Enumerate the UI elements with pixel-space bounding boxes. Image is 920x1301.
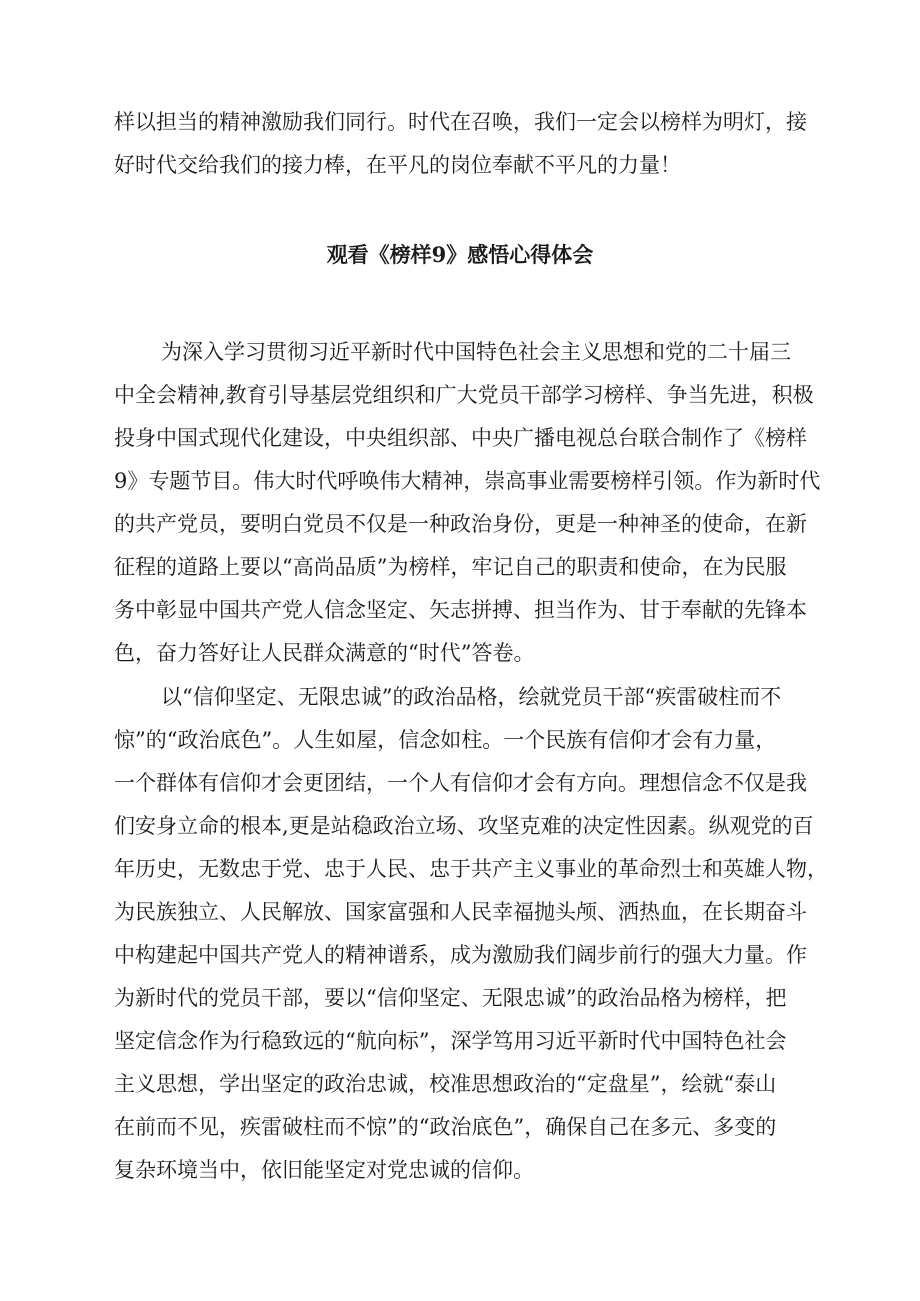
paragraph-line: 为新时代的党员干部，要以“信仰坚定、无限忠诚”的政治品格为榜样，把: [114, 986, 787, 1010]
paragraph-line: 们安身立命的根本,更是站稳政治立场、攻坚克难的决定性因素。纵观党的百: [114, 814, 814, 838]
paragraph-line: 的共产党员，要明白党员不仅是一种政治身份，更是一种神圣的使命，在新: [114, 512, 807, 536]
paragraph-line: 9》专题节目。伟大时代呼唤伟大精神，崇高事业需要榜样引领。作为新时代: [114, 469, 821, 493]
paragraph-line: 坚定信念作为行稳致远的“航向标”，深学笃用习近平新时代中国特色社会: [114, 1029, 787, 1053]
intro-line: 样以担当的精神激励我们同行。时代在召唤，我们一定会以榜样为明灯，接: [114, 110, 807, 134]
paragraph-line: 复杂环境当中，依旧能坚定对党忠诚的信仰。: [114, 1158, 534, 1182]
paragraph-line: 在前而不见，疾雷破柱而不惊”的“政治底色”，确保自己在多元、多变的: [114, 1115, 777, 1139]
paragraph-line: 一个群体有信仰才会更团结，一个人有信仰才会有方向。理想信念不仅是我: [114, 771, 807, 795]
paragraph-line: 色，奋力答好让人民群众满意的“时代”答卷。: [114, 641, 535, 665]
document-title: 观看《榜样9》感悟心得体会: [326, 242, 594, 267]
paragraph-line: 投身中国式现代化建设，中央组织部、中央广播电视总台联合制作了《榜样: [114, 426, 807, 450]
paragraph-line: 年历史，无数忠于党、忠于人民、忠于共产主义事业的革命烈士和英雄人物，: [114, 857, 828, 881]
paragraph-line: 以“信仰坚定、无限忠诚”的政治品格，绘就党员干部“疾雷破柱而不: [161, 685, 782, 709]
paragraph-line: 惊”的“政治底色”。人生如屋，信念如柱。一个民族有信仰才会有力量，: [114, 728, 777, 752]
paragraph-line: 为民族独立、人民解放、国家富强和人民幸福抛头颅、洒热血，在长期奋斗: [114, 900, 807, 924]
paragraph-line: 中全会精神,教育引导基层党组织和广大党员干部学习榜样、争当先进，积极: [114, 383, 814, 407]
intro-line: 好时代交给我们的接力棒，在平凡的岗位奉献不平凡的力量！: [114, 153, 681, 177]
paragraph-line: 中构建起中国共产党人的精神谱系，成为激励我们阔步前行的强大力量。作: [114, 943, 807, 967]
paragraph-line: 主义思想，学出坚定的政治忠诚，校准思想政治的“定盘星”，绘就“泰山: [114, 1072, 777, 1096]
paragraph-line: 务中彰显中国共产党人信念坚定、矢志拼搏、担当作为、甘于奉献的先锋本: [114, 598, 807, 622]
paragraph-line: 为深入学习贯彻习近平新时代中国特色社会主义思想和党的二十届三: [161, 340, 791, 364]
paragraph-line: 征程的道路上要以“高尚品质”为榜样，牢记自己的职责和使命，在为民服: [114, 555, 787, 579]
